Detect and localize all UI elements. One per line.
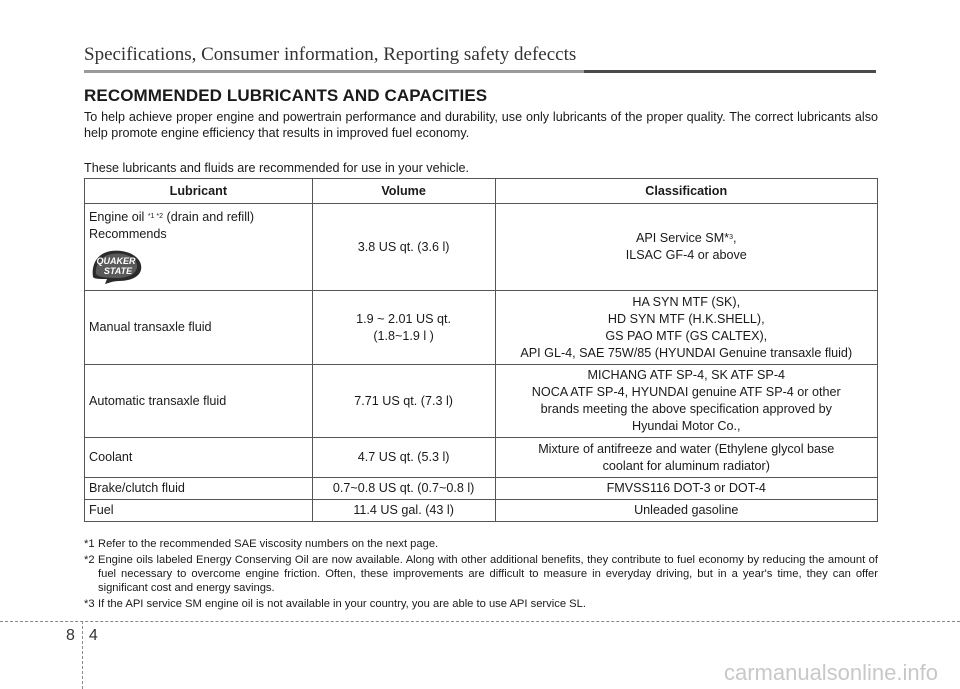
cell-manual-classification [495, 291, 878, 365]
intro-paragraph: To help achieve proper engine and powertrain performance and durability, use only lubricants of the proper quality. The correct lubricants also help promote engine efficiency that results in improved fuel economy. [84, 110, 878, 140]
footnote-1 [84, 537, 878, 551]
footnote-3-text: If the API service SM engine oil is not available in your country, you are able to use API service SL. [98, 598, 586, 610]
cell-fuel-volume: 11.4 US gal. (43 l) [312, 500, 495, 522]
lubricants-table [84, 178, 878, 522]
footnote-2-mark: *2 [84, 554, 95, 566]
cell-automatic-classification [495, 365, 878, 438]
engine-oil-class-comma: , [733, 231, 737, 245]
header-rule-accent [84, 70, 584, 73]
table-row-automatic-transaxle [85, 365, 878, 438]
cell-coolant-volume: 4.7 US qt. (5.3 l) [312, 438, 495, 478]
table-row-coolant [85, 438, 878, 478]
cell-brake-volume: 0.7~0.8 US qt. (0.7~0.8 l) [312, 478, 495, 500]
cell-automatic-name: Automatic transaxle fluid [85, 365, 313, 438]
cell-automatic-volume: 7.71 US qt. (7.3 l) [312, 365, 495, 438]
watermark: carmanualsonline.info [723, 660, 938, 685]
footnote-1-text: Refer to the recommended SAE viscosity numbers on the next page. [98, 538, 439, 550]
cell-brake-name: Brake/clutch fluid [85, 478, 313, 500]
header-classification: Classification [495, 179, 878, 204]
coolant-class-2: coolant for aluminum radiator) [602, 458, 770, 473]
quaker-state-logo-icon [89, 247, 145, 285]
cell-brake-classification: FMVSS116 DOT-3 or DOT-4 [495, 478, 878, 500]
header-lubricant: Lubricant [85, 179, 313, 204]
engine-oil-class-1: API Service SM* [636, 231, 730, 245]
footer-dashed-line [0, 621, 960, 622]
cell-coolant-classification [495, 438, 878, 478]
footnote-3-mark: *3 [84, 598, 95, 610]
manual-class-4: API GL-4, SAE 75W/85 (HYUNDAI Genuine transaxle fluid) [520, 345, 853, 360]
manual-class-2: HD SYN MTF (H.K.SHELL), [607, 311, 765, 326]
cell-engine-oil-volume: 3.8 US qt. (3.6 l) [312, 204, 495, 291]
engine-oil-suffix: (drain and refill) [166, 210, 255, 224]
cell-coolant-name: Coolant [85, 438, 313, 478]
logo-text-quaker: QUAKER [96, 256, 136, 266]
engine-oil-class-mark: 3 [729, 234, 733, 241]
cell-manual-name: Manual transaxle fluid [85, 291, 313, 365]
engine-oil-label: Engine oil [89, 210, 145, 224]
automatic-class-1: MICHANG ATF SP-4, SK ATF SP-4 [587, 368, 786, 382]
automatic-class-2: NOCA ATF SP-4, HYUNDAI genuine ATF SP-4 or other [531, 385, 841, 399]
automatic-class-4: Hyundai Motor Co., [632, 419, 741, 433]
manual-volume-1: 1.9 ~ 2.01 US qt. [356, 311, 452, 326]
table-row-manual-transaxle [85, 291, 878, 365]
page-number: 84 [66, 627, 112, 644]
cell-fuel-name: Fuel [85, 500, 313, 522]
intro-paragraph-2: These lubricants and fluids are recommended for use in your vehicle. [84, 161, 470, 175]
table-header-row [85, 179, 878, 204]
footnote-3 [84, 597, 878, 611]
table-row-engine-oil [85, 204, 878, 291]
engine-oil-recommends: Recommends [89, 227, 167, 241]
table-row-brake-clutch [85, 478, 878, 500]
cell-engine-oil-classification [495, 204, 878, 291]
coolant-class-1: Mixture of antifreeze and water (Ethylene glycol base [538, 441, 835, 456]
section-heading: RECOMMENDED LUBRICANTS AND CAPACITIES [84, 86, 488, 105]
table-row-fuel [85, 500, 878, 522]
automatic-class-3: brands meeting the above specification approved by [540, 402, 832, 416]
footnote-2-text: Engine oils labeled Energy Conserving Oil are now available. Along with other additional benefits, they contribute to fuel economy by reducing the amount of fuel necessary to overcome engine friction. Often, these improvements are difficult to measure in everyday driving, but in a year's time, they can offer significant cost and energy savings. [98, 554, 878, 594]
cell-engine-oil-name [85, 204, 313, 291]
header-volume: Volume [312, 179, 495, 204]
manual-volume-2: (1.8~1.9 l ) [373, 328, 434, 343]
engine-oil-marks: *1 *2 [147, 213, 164, 220]
manual-class-3: GS PAO MTF (GS CALTEX), [605, 328, 768, 343]
footnotes [84, 537, 878, 613]
manual-class-1: HA SYN MTF (SK), [632, 294, 741, 309]
cell-fuel-classification: Unleaded gasoline [495, 500, 878, 522]
logo-text-state: STATE [103, 266, 133, 276]
cell-manual-volume [312, 291, 495, 365]
engine-oil-class-2: ILSAC GF-4 or above [625, 248, 747, 262]
footnote-1-mark: *1 [84, 538, 95, 550]
running-header: Specifications, Consumer information, Reporting safety defeccts [84, 44, 577, 65]
footnote-2 [84, 553, 878, 595]
